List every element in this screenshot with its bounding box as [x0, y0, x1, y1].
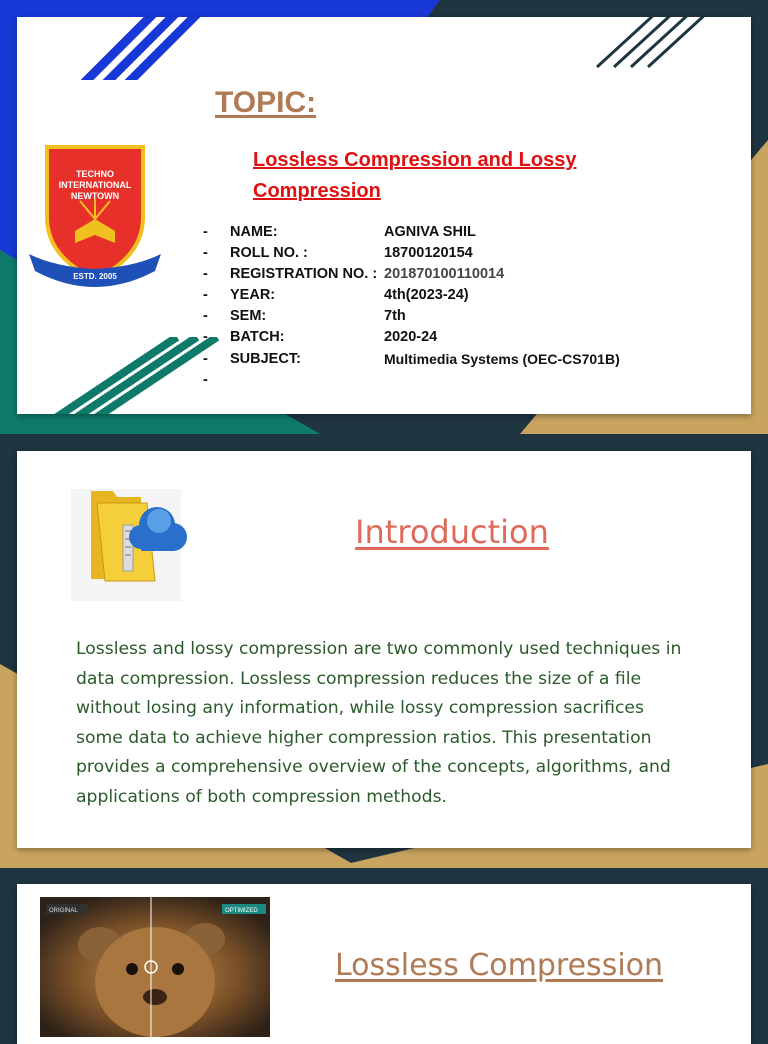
detail-value: 7th — [384, 308, 406, 324]
row-dash: - — [203, 245, 208, 261]
lossless-compression-heading: Lossless Compression — [334, 948, 664, 983]
detail-value: 18700120154 — [384, 245, 473, 261]
introduction-slide-card — [17, 451, 751, 848]
optimized-image-label: OPTIMIZED — [225, 908, 258, 914]
row-dash: - — [203, 372, 208, 388]
lion-cub-comparison-image — [40, 897, 270, 1037]
detail-value: 2020-24 — [384, 329, 438, 345]
topic-label: TOPIC: — [215, 86, 317, 119]
detail-label: SEM: — [230, 308, 267, 324]
detail-label: SUBJECT: — [230, 351, 301, 367]
row-dash: - — [203, 287, 208, 303]
detail-value: 4th(2023-24) — [384, 287, 469, 303]
lossless-slide-card — [17, 884, 751, 1044]
detail-label: NAME: — [230, 224, 278, 240]
row-dash: - — [203, 329, 208, 345]
detail-label: REGISTRATION NO. : — [230, 266, 378, 282]
dark-stripes-decoration — [592, 17, 732, 72]
blue-stripes-decoration — [77, 17, 237, 80]
teal-stripes-decoration — [27, 337, 227, 414]
detail-value: Multimedia Systems (OEC-CS701B) — [384, 351, 620, 367]
logo-line-2: INTERNATIONAL — [58, 180, 132, 190]
detail-label: BATCH: — [230, 329, 285, 345]
logo-line-1: TECHNO — [76, 169, 114, 179]
title-slide-card — [17, 17, 751, 414]
original-image-label: ORIGINAL — [49, 908, 78, 914]
detail-value: AGNIVA SHIL — [384, 224, 476, 240]
introduction-heading: Introduction — [355, 513, 549, 551]
row-dash: - — [203, 266, 208, 282]
logo-established: ESTD. 2005 — [73, 272, 117, 281]
college-logo — [25, 139, 165, 289]
introduction-body-text: Lossless and lossy compression are two commonly used techniques in data compression. Lossless compression reduces the size of a file without losing any information, while lossy compression sacrifices some data to achieve higher compression ratios. This presentation provides a comprehensive overview of the concepts, algorithms, and applications of both compression methods. — [76, 639, 682, 807]
logo-line-3: NEWTOWN — [70, 191, 120, 201]
presentation-title: Lossless Compression and Lossy Compression — [253, 149, 577, 202]
detail-label: ROLL NO. : — [230, 245, 308, 261]
detail-label: YEAR: — [230, 287, 276, 303]
row-dash: - — [203, 351, 208, 367]
detail-value: 201870100110014 — [384, 266, 505, 282]
row-dash: - — [203, 224, 208, 240]
row-dash: - — [203, 308, 208, 324]
